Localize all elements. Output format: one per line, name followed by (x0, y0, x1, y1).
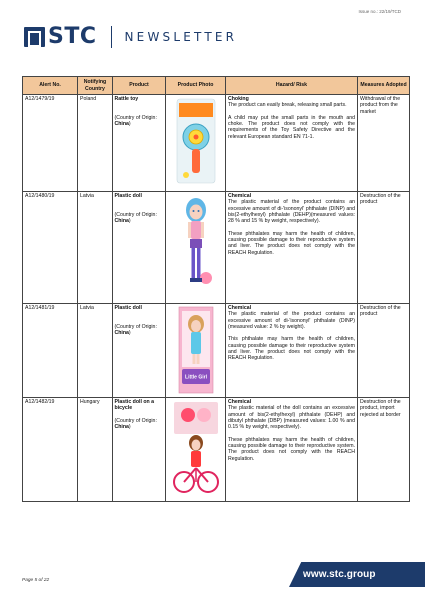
product-cell: Plastic doll on a bicycle (Country of Origin: China) (113, 398, 166, 502)
hazard-text: This phthalate may harm the health of children, causing possible damage to their reproductive system and liver. The product does not comply with the REACH Regulation. (228, 336, 355, 362)
issue-number: Issue no.: 22/19/TCD (358, 9, 401, 14)
hazard-cell (226, 398, 358, 502)
logo-text: STC (48, 24, 97, 49)
hazard-title: Chemical (228, 399, 252, 405)
alerts-table (22, 76, 410, 502)
product-cell: Plastic doll (Country of Origin: China) (113, 192, 166, 304)
notifying-country: Hungary (78, 398, 113, 502)
product-cell: Plastic doll (Country of Origin: China) (113, 304, 166, 398)
hazard-text: The plastic material of the product contains an excessive amount of di-'isononyl' phthalate (DINP)(measured value: 2 % by weight). (228, 311, 355, 330)
hazard-text: The product can easily break, releasing small parts. (228, 102, 347, 109)
table-row (23, 95, 410, 192)
table-row (23, 192, 410, 304)
origin-label: (Country of Origin: (114, 211, 157, 218)
rattle-toy-photo (166, 95, 226, 190)
alert-no: A12/1482/19 (23, 398, 78, 502)
col-alert-no: Alert No. (23, 77, 78, 95)
col-product: Product (113, 77, 166, 95)
col-notifying-country: Notifying Country (78, 77, 113, 95)
product-photo (166, 192, 226, 304)
measures-adopted: Destruction of the product, import rejected at border (358, 398, 410, 502)
col-product-photo: Product Photo (166, 77, 226, 95)
hazard-text: A child may put the small parts in the mouth and choke. The product does not comply with the requirements of the Toy Safety Directive and the relevant European standard EN 71-1. (228, 114, 355, 140)
notifying-country: Latvia (78, 304, 113, 398)
product-name: Plastic doll on a bicycle (114, 399, 154, 412)
alert-no: A12/1480/19 (23, 192, 78, 304)
measures-adopted: Destruction of the product (358, 192, 410, 304)
page-number: Page 5 of 22 (22, 578, 50, 583)
origin-label: (Country of Origin: (114, 114, 157, 121)
product-cell: Rattle toy (Country of Origin: China) (113, 95, 166, 192)
newsletter-header (24, 24, 237, 50)
table-header-row (23, 77, 410, 95)
hazard-cell (226, 95, 358, 192)
col-measures-adopted: Measures Adopted (358, 77, 410, 95)
doll-on-bicycle-photo (166, 398, 226, 500)
product-name: Plastic doll (114, 193, 142, 199)
notifying-country: Poland (78, 95, 113, 192)
measures-adopted: Destruction of the product (358, 304, 410, 398)
hazard-title: Chemical (228, 193, 252, 199)
hazard-text: These phthalates may harm the health of children, causing possible damage to their reproductive system and liver. The product does not comply with the REACH Regulation. (228, 230, 355, 256)
stc-logo-icon (24, 27, 45, 47)
hazard-cell (226, 192, 358, 304)
hazard-title: Chemical (228, 305, 252, 311)
measures-adopted: Withdrawal of the product from the market (358, 95, 410, 192)
origin-country: China (114, 218, 129, 225)
product-name: Plastic doll (114, 305, 142, 311)
col-hazard-risk: Hazard/ Risk (226, 77, 358, 95)
origin-country: China (114, 424, 129, 431)
alert-no: A12/1479/19 (23, 95, 78, 192)
hazard-text: The plastic material of the product contains an excessive amount of di-'isononyl' phthalate (DINP) and bis(2-ethylhexyl) phthalate (DEHP)(measured values: 28 % and 15 % by weight, respectively). (228, 199, 355, 225)
hazard-text: The plastic material of the doll contains an excessive amount of bis(2-ethylhexyl) phthalate (DEHP) and dibutyl phthalate (DBP) (measured values: 1.00 % and 0.15 % by weight, respectively). (228, 405, 355, 431)
plastic-doll-photo (166, 192, 226, 302)
product-photo (166, 304, 226, 398)
origin-label: (Country of Origin: (114, 417, 157, 424)
table-row (23, 304, 410, 398)
hazard-text: These phthalates may harm the health of children, causing possible damage to their reproductive system. The product does not comply with the REACH Regulation. (228, 436, 355, 462)
boxed-doll-photo (166, 304, 226, 396)
origin-country: China (114, 330, 129, 337)
product-name: Rattle toy (114, 96, 139, 102)
alert-no: A12/1481/19 (23, 304, 78, 398)
stc-logo (24, 26, 97, 48)
product-photo (166, 95, 226, 192)
footer-website-link[interactable]: www.stc.group (303, 569, 376, 580)
origin-country: China (114, 121, 129, 128)
newsletter-title: NEWSLETTER (124, 30, 238, 44)
notifying-country: Latvia (78, 192, 113, 304)
table-row (23, 398, 410, 502)
photo-box-text: Little Girl (185, 374, 207, 381)
header-divider (111, 26, 112, 48)
product-photo (166, 398, 226, 502)
hazard-cell (226, 304, 358, 398)
origin-label: (Country of Origin: (114, 323, 157, 330)
hazard-title: Choking (228, 96, 249, 102)
